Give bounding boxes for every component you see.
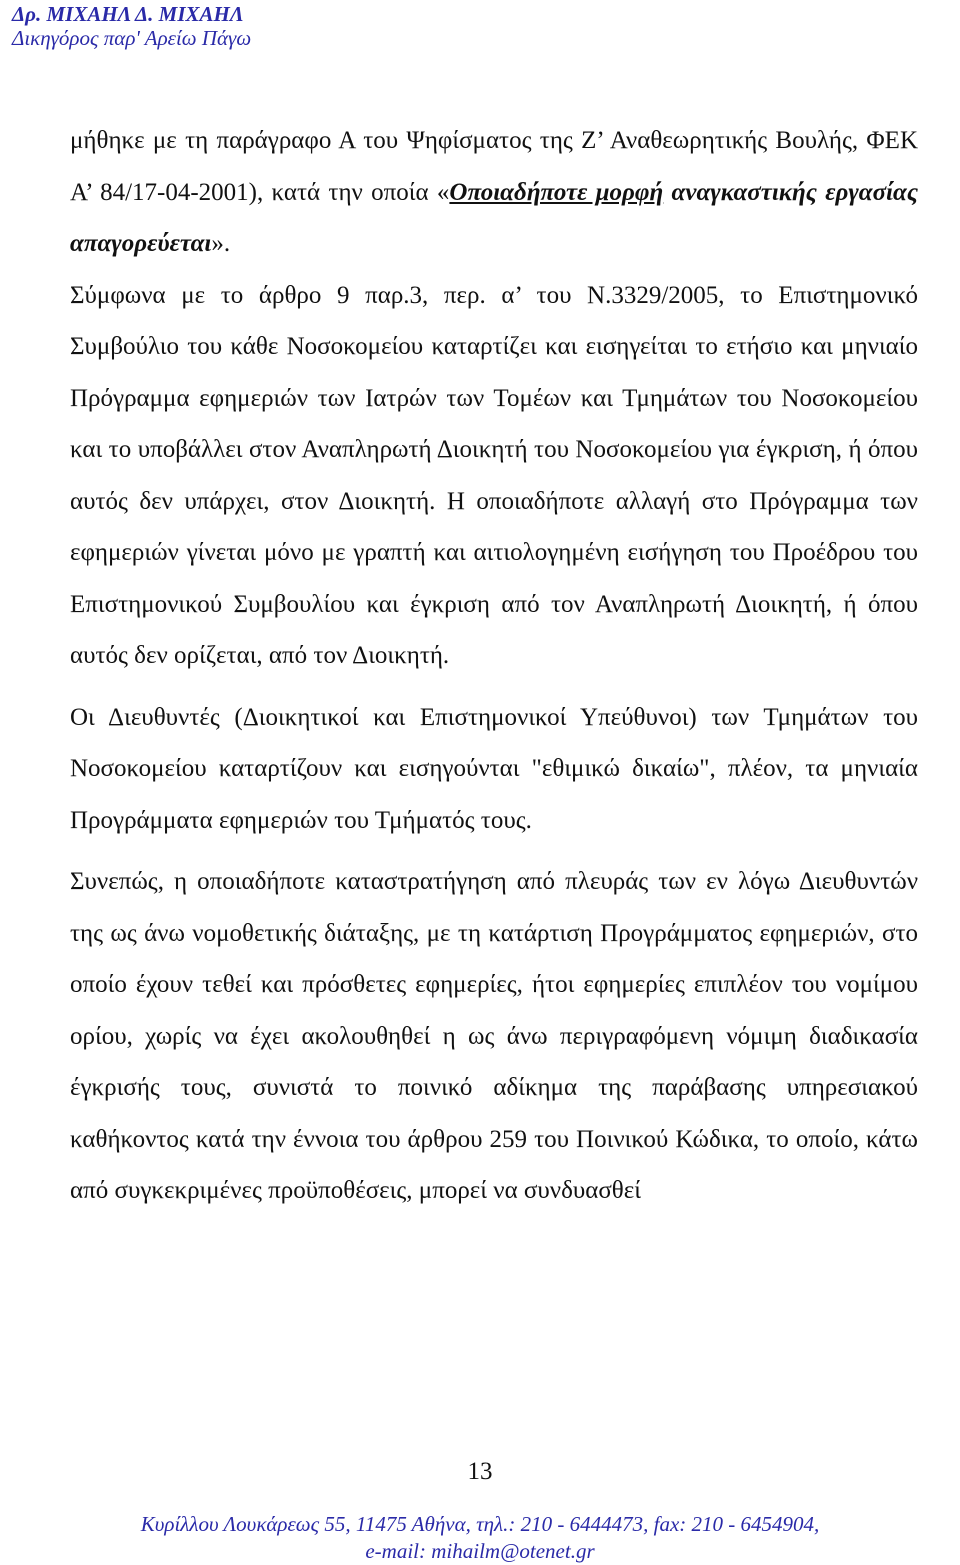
paragraph-2: Σύμφωνα με το άρθρο 9 παρ.3, περ. α’ του Ν.3329/2005, το Επιστημονικό Συμβούλιο του κάθε Νοσοκομείου καταρτίζει και εισηγείται το ετήσιο και μηνιαίο Πρόγραμμα εφημεριών των Ιατρών των Τομέων και Τμημάτων του Νοσοκομείου και το υποβάλλει στον Αναπληρωτή Διοικητή του Νοσοκομείου για έγκριση, ή όπου αυτός δεν υπάρχει, στον Διοικητή. Η οποιαδήποτε αλλαγή στο Πρόγραμμα των εφημεριών γίνεται μόνο με γραπτή και αιτιολογημένη εισήγηση του Προέδρου του Επιστημονικού Συμβουλίου και έγκριση από τον Αναπληρωτή Διοικητή, ή όπου αυτός δεν ορίζεται, από τον Διοικητή. (70, 281, 918, 669)
paragraph-1-emphasis: αναγκαστικής εργασίας απαγορεύεται (70, 178, 918, 257)
lawyer-name: Δρ. ΜΙΧΑΗΛ Δ. ΜΙΧΑΗΛ (12, 2, 244, 26)
paragraph-3: Οι Διευθυντές (Διοικητικοί και Επιστημονικοί Υπεύθυνοι) των Τμημάτων του Νοσοκομείου καταρτίζουν και εισηγούνται "εθιμικώ δικαίω", πλέον, τα μηνιαία Προγράμματα εφημεριών του Τμήματός τους. (70, 703, 918, 834)
footer-email: e-mail: mihailm@otenet.gr (365, 1539, 595, 1563)
footer (0, 1511, 960, 1565)
lawyer-title: Δικηγόρος παρ' Αρείω Πάγω (12, 26, 252, 50)
paragraph-1 (70, 115, 918, 270)
document-body (70, 115, 918, 1217)
letterhead (12, 0, 251, 50)
paragraph-4: Συνεπώς, η οποιαδήποτε καταστρατήγηση από πλευράς των εν λόγω Διευθυντών της ως άνω νομοθετικής διάταξης, με τη κατάρτιση Προγράμματος εφημεριών, στο οποίο έχουν τεθεί και πρόσθετες εφημερίες, ήτοι εφημερίες επιπλέον του νομίμου ορίου, χωρίς να έχει ακολουθηθεί η ως άνω περιγραφόμενη νόμιμη διαδικασία έγκρισής τους, συνιστά το ποινικό αδίκημα της παράβασης υπηρεσιακού καθήκοντος κατά την έννοια του άρθρου 259 του Ποινικού Κώδικα, το οποίο, κάτω από συγκεκριμένες προϋποθέσεις, μπορεί να συνδυασθεί (70, 868, 918, 1204)
page-number: 13 (467, 1458, 493, 1485)
paragraph-1-text-b: ». (211, 230, 231, 257)
footer-address: Κυρίλλου Λουκάρεως 55, 11475 Αθήνα, τηλ.: 210 - 6444473, fax: 210 - 6454904, (140, 1512, 820, 1536)
paragraph-1-emphasis-underlined: Οποιαδήποτε μορφή (449, 178, 664, 206)
paragraph-1-text-a: μήθηκε με τη παράγραφο Α του Ψηφίσματος της Ζ’ Αναθεωρητικής Βουλής, ΦΕΚ Α’ 84/17-04-2001), κατά την οποία « (70, 127, 918, 206)
